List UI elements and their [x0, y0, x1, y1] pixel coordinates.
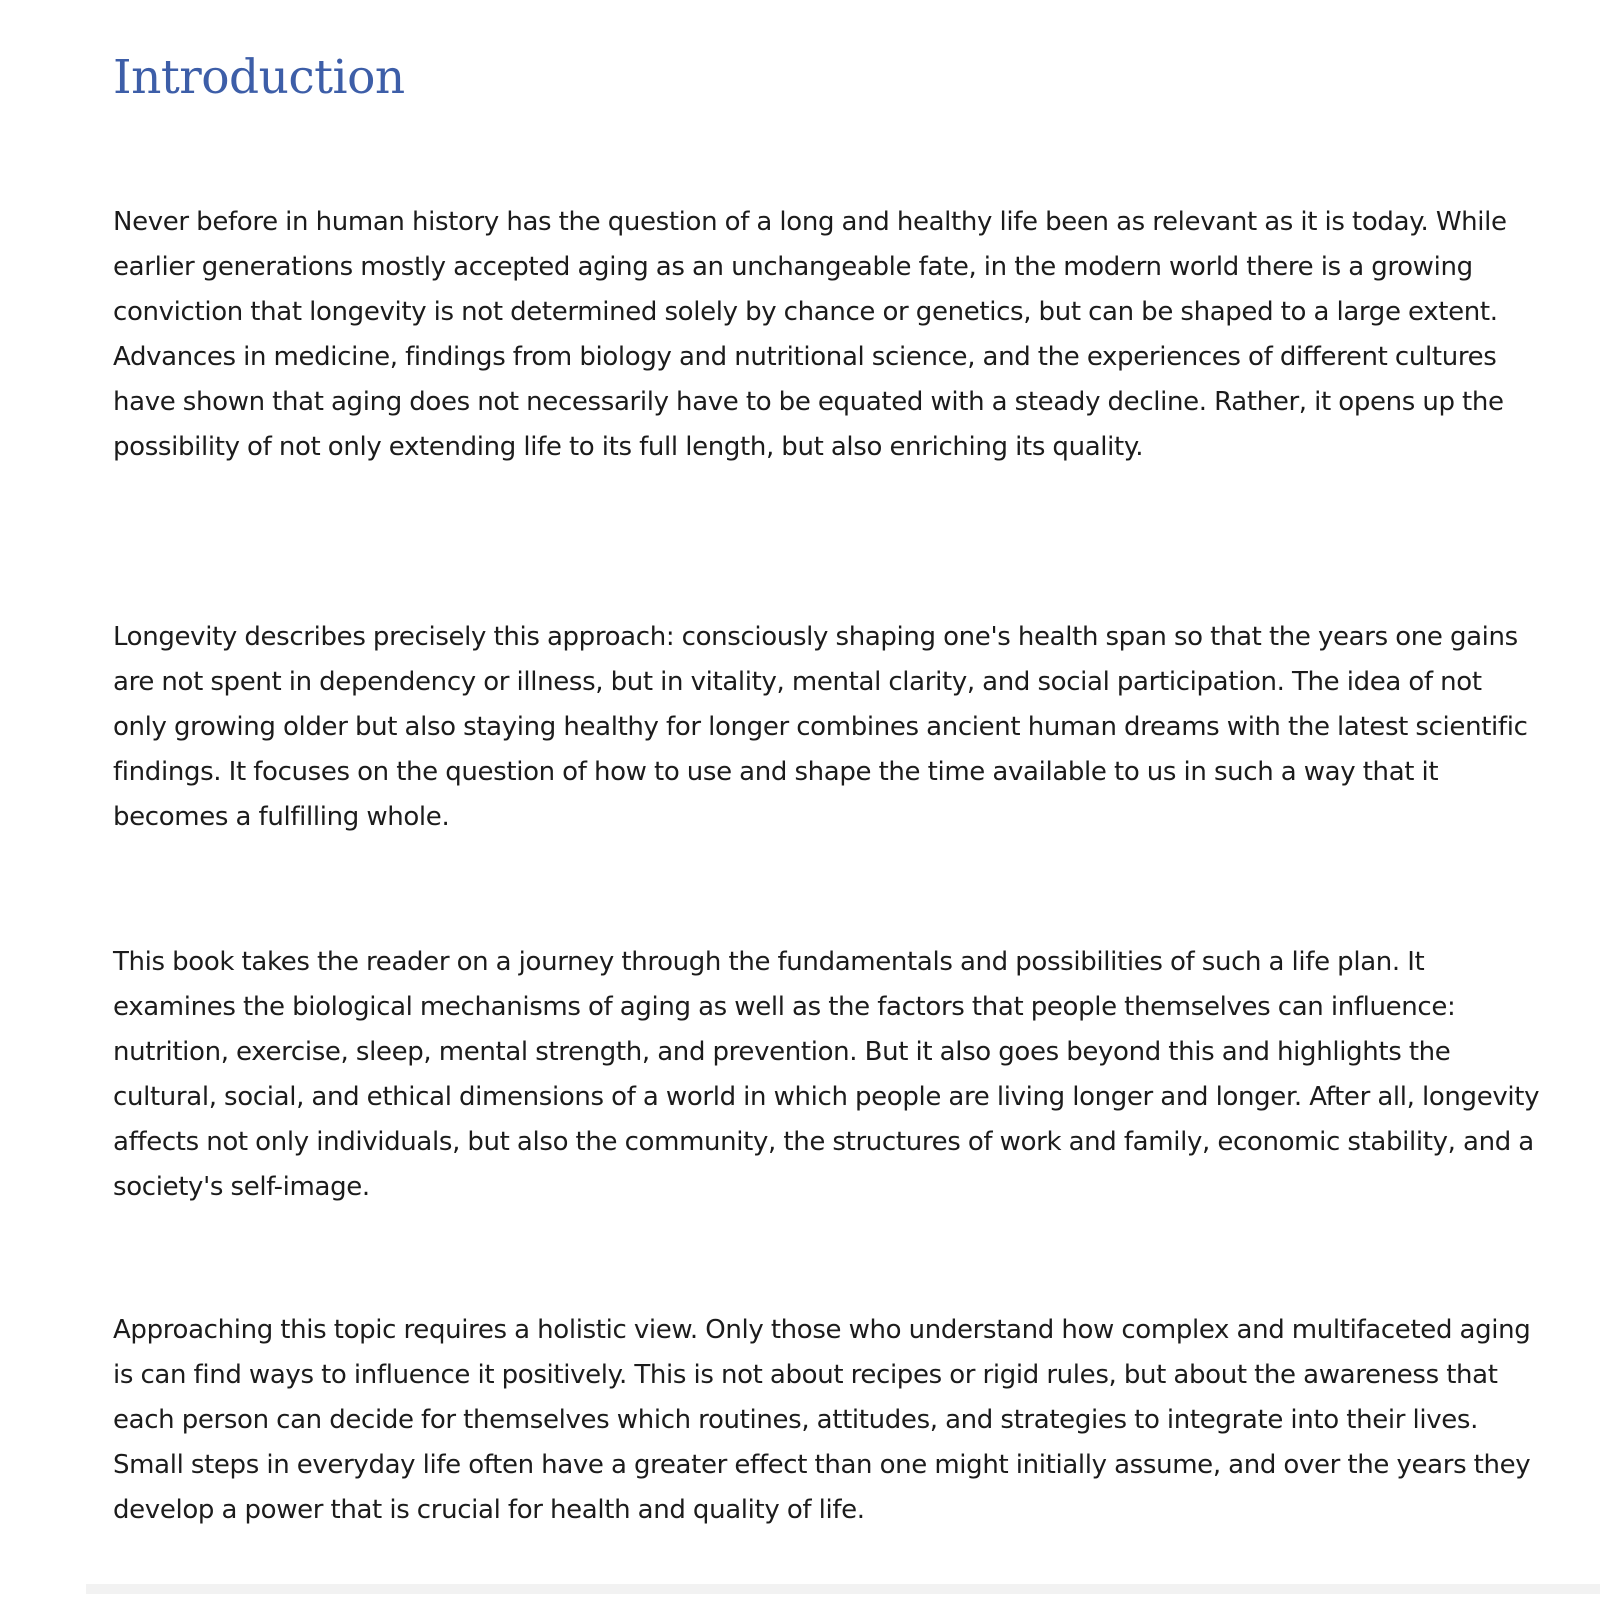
paragraph-1: Never before in human history has the question of a long and healthy life been as relevant as it is today. While earlier generations mostly accepted aging as an unchangeable fate, in the modern world there is a growing conviction that longevity is not determined solely by chance or genetics, but can be shaped to a large extent. Advances in medicine, findings from biology and nutritional science, and the experiences of different cultures have shown that aging does not necessarily have to be equated with a steady decline. Rather, it opens up the possibility of not only extending life to its full length, but also enriching its quality.	[113, 207, 1507, 462]
page-bottom-edge	[86, 1584, 1600, 1594]
paragraph-3: This book takes the reader on a journey through the fundamentals and possibilities of such a life plan. It examines the biological mechanisms of aging as well as the factors that people themselves can influence: nutrition, exercise, sleep, mental strength, and prevention. But it also goes beyond this and highlights the cultural, social, and ethical dimensions of a world in which people are living longer and longer. After all, longevity affects not only individuals, but also the community, the structures of work and family, economic stability, and a society's self-image.	[113, 947, 1540, 1202]
paragraph-2: Longevity describes precisely this approach: consciously shaping one's health span so that the years one gains are not spent in dependency or illness, but in vitality, mental clarity, and social participation. The idea of not only growing older but also staying healthy for longer combines ancient human dreams with the latest scientific findings. It focuses on the question of how to use and shape the time available to us in such a way that it becomes a fulfilling whole.	[113, 622, 1528, 832]
paragraph-4: Approaching this topic requires a holistic view. Only those who understand how complex and multifaceted aging is can find ways to influence it positively. This is not about recipes or rigid rules, but about the awareness that each person can decide for themselves which routines, attitudes, and strategies to integrate into their lives. Small steps in everyday life often have a greater effect than one might initially assume, and over the years they develop a power that is crucial for health and quality of life.	[113, 1315, 1531, 1525]
section-heading: Introduction	[113, 50, 405, 105]
